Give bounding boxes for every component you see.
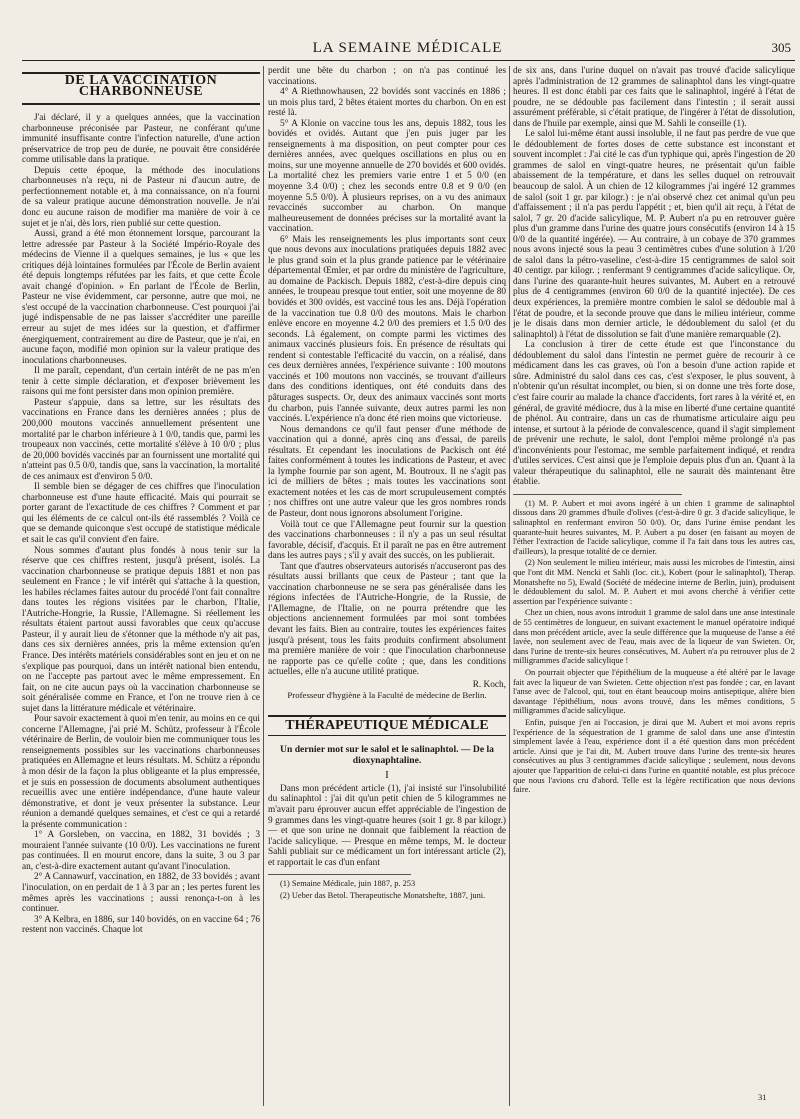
paragraph: 1° A Gorsleben, on vaccina, en 1882, 31 bovidés ; 3 mouraient l'année suivante (10 0/0). Les vaccinations ne furent pas continuées. Il en mourut encore, dans la suite, 3 ou 3 par an, c'est-à-dire exactement autant qu'avant l'inoculation. (22, 830, 260, 872)
column-divider (509, 66, 510, 1106)
page-number: 305 (771, 40, 791, 55)
paragraph: Il semble bien se dégager de ces chiffres que l'inoculation charbonneuse est d'une haute efficacité. Mais qui pourrait se porter garant de l'exactitude de ces chiffres ? Comment et par qui les éléments de ce calcul ont-ils été rassemblés ? Voilà ce que se demande quiconque s'est occupé de statistique médicale et sait le cas qu'il convient d'en faire. (22, 482, 260, 545)
paragraph: Voilà tout ce que l'Allemagne peut fournir sur la question des vaccinations charbonneuses : il n'y a pas un seul résultat favorable, décisif, d'acquis. Et il paraît ne pas en être autrement dans les autres pays ; s'il y avait des succès, on les publierait. (268, 519, 506, 562)
paragraph: 5° A Klonie on vaccine tous les ans, depuis 1882, tous les bovidés et ovidés. Autant que j'en puis juger par les renseignements à ma disposition, on peut compter pour ces dernières années, avec quelques oscillations en plus ou en moins, sur une moyenne annuelle de 270 bovidés et 600 ovidés. La mortalité chez les premiers varie entre 1 et 5 0/0 (en moyenne 3.4 0/0) ; chez les seconds entre 0.8 et 9 0/0 (en moyenne 5.5 0/0). À plusieurs reprises, on a vu des animaux revaccinés succomber au charbon. On manque malheureusement de données précises sur la mortalité avant la vaccination. (268, 118, 506, 235)
author-signature: R. Koch, (472, 679, 506, 690)
paragraph: 3° A Kelbra, en 1886, sur 140 bovidés, on en vaccine 64 ; 76 restent non vaccinés. Chaque lot (22, 914, 260, 936)
header-rule (22, 60, 795, 61)
paragraph: Nous sommes d'autant plus fondés à nous tenir sur la réserve que ces chiffres restent, jusqu'à présent, isolés. La vaccination charbonneuse se pratique depuis 1881 et non pas seulement en France ; le vif intérêt qui s'attache à la question, les habiles réclames faites autour du procédé l'ont fait connaître dans toutes les régions visitées par le charbon, l'Italie, l'Autriche-Hongrie, la Russie, l'Allemagne. Si réellement les résultats étaient partout aussi favorables que ceux qu'accuse Pasteur, il y aurait lieu de s'étonner que la méthode n'y ait pas, dans ces six dernières années, pris la même extension qu'en France. Des intérêts matériels considérables sont en jeu et on ne s'explique pas pourquoi, dans un intérêt national bien entendu, on ne l'accepte pas partout avec le même empressement. En fait, on ne cite aucun pays où la vaccination charbonneuse se soit généralisée comme en France, et l'on ne trouve rien à ce sujet dans la littérature médicale et vétérinaire. (22, 545, 260, 714)
footnote-rule (513, 494, 682, 495)
article-subtitle: Un dernier mot sur le salol et le salinaphtol. — De la dioxynaphtaline. (280, 744, 494, 767)
journal-title: LA SEMAINE MÉDICALE (312, 40, 503, 56)
paragraph: Depuis cette époque, la méthode des inoculations charbonneuses n'a reçu, ni de Pasteur ni d'aucun autre, de perfectionnement notable et, à ma connaissance, on n'a fourni de sa valeur pratique aucune démonstration nouvelle. Je n'ai donc eu aucune raison de modifier ma manière de voir à ce sujet et je n'ai, dès lors, rien publié sur cette question. (22, 165, 260, 229)
paragraph: La conclusion à tirer de cette étude est que l'inconstance du dédoublement du salol dans l'intestin ne permet guère de recourir à ce médicament dans les cas graves, où l'on a besoin d'une action rapide et sûre. Administré du salol dans ces cas, c'est s'exposer, le plus souvent, à n'obtenir qu'un résultat incomplet, ou bien, si on donne une très forte dose, c'est faire courir au malade la chance d'accidents, fort rares à la vérité et, en général, de gravité médiocre, dus à la mise en liberté d'une certaine quantité de phénol. Au contraire, dans un cas de rhumatisme articulaire aigu peu intense, et surtout à la période de convalescence, quand il s'agit simplement de prévenir une rechute, le salol, dont l'emploi même prolongé n'a pas d'inconvénients pour l'estomac, me semble parfaitement indiqué, et rendra d'utiles services. C'est ainsi que je l'emploie depuis plus d'un an. Quant à la valeur thérapeutique du salinaphtol, elle ne saurait dès maintenant être établie. (513, 340, 795, 488)
footnote: (1) M. P. Aubert et moi avons ingéré à un chien 1 gramme de salinaphtol dissous dans 20 grammes d'huile d'olives (c'est-à-dire 0 gr. 3 d'acide salicylique, le salinaphtol en renfermant environ 50 0/0). Or, dans l'urine émise pendant les quarante-huit heures suivantes, M. P. Aubert a pu doser (en faisant au moyen de l'éther l'extraction de l'acide salicylique, comme il l'a fait dans tous les autres cas, d'ailleurs), la presque totalité de ce dernier. (513, 498, 795, 556)
paragraph: 4° A Riethnowhausen, 22 bovidés sont vaccinés en 1886 ; un mois plus tard, 2 bêtes étaient mortes du charbon. On en est resté là. (268, 87, 506, 119)
page-header (20, 38, 795, 60)
section-title-therapeutique: THÉRAPEUTIQUE MÉDICALE (268, 715, 506, 737)
paragraph: J'ai déclaré, il y a quelques années, que la vaccination charbonneuse préconisée par Pasteur, ne conférant qu'une immunité insuffisante contre l'infection naturelle, d'une action préservatrice de trop peu de durée, ne pouvait être considérée comme utilisable dans la pratique. (22, 113, 260, 166)
footnote: Chez un chien, nous avons introduit 1 gramme de salol dans une anse intestinale de 55 centimètres de longueur, en suivant exactement le manuel opératoire indiqué dans mon précédent article, avec la seule différence que la muqueuse de l'anse a été lavée, non seulement avec de l'eau, mais avec de la liqueur de van Swieten. Or, dans l'urine de trente-six heures consécutives, M. Aubert n'a pu retrouver plus de 2 milligrammes d'acide salicylique ! (513, 608, 795, 666)
paragraph: 6° Mais les renseignements les plus importants sont ceux que nous devons aux inoculations pratiquées depuis 1882 avec le plus grand soin et la plus grande patience par le vétérinaire départemental Œmler, et par ordre du ministère de l'agriculture, au domaine de Packisch. Depuis 1882, c'est-à-dire depuis cinq années, le troupeau presque tout entier, soit une moyenne de 80 bovidés et 300 ovidés, est vacciné tous les ans. Déjà l'opération de la vaccination tue 0.8 0/0 des moutons. Mais le charbon enlève encore en moyenne 4.2 0/0 des premiers et 1.5 0/0 des seconds. Là également, on compte parmi les victimes des animaux vaccinés plusieurs fois. En présence de résultats qui rendent si contestable l'efficacité du vaccin, on a réalisé, dans ces deux dernières années, l'expérience suivante : 100 moutons vaccinés et 100 moutons non vaccinés, se trouvant d'ailleurs dans des conditions identiques, ont été conduits dans des pâturages suspects. Or, deux des animaux vaccinés sont morts du charbon, puis l'année suivante, deux autres parmi les non vaccinés. L'expérience n'a donc été rien moins que victorieuse. (268, 234, 506, 425)
section-numeral: I (385, 769, 389, 782)
column-divider (263, 66, 264, 1106)
paragraph: Pour savoir exactement à quoi m'en tenir, au moins en ce qui concerne l'Allemagne, j'ai prié M. Schütz, professeur à l'École vétérinaire de Berlin, de vouloir bien me communiquer tous les renseignements possibles sur les vaccinations charbonneuses pratiquées en Allemagne et leurs résultats. M. Schütz a répondu à mon désir de la façon la plus obligeante et la plus empressée, et je suis en possession de documents absolument authentiques recueillis avec une entière indépendance, d'une haute valeur démonstrative, et dont je veux présenter la substance. Leur réunion a demandé quelques semaines, et c'est ce qui a retardé la présente communication : (22, 714, 260, 830)
footnote: (2) Ueber das Betol. Therapeutische Monatshefte, 1887, juni. (280, 890, 486, 900)
footnote: (1) Semaine Médicale, juin 1887, p. 253 (280, 879, 416, 889)
paragraph: Pasteur s'appuie, dans sa lettre, sur les résultats des vaccinations en France dans les dernières années ; plus de 200,000 moutons vaccinés annuellement présentent une mortalité par le charbon inférieure à 1 0/0, tandis que, parmi les troupeaux non vaccinés, cette mortalité s'élève à 10 0/0 ; plus de 20,000 bovidés vaccinés par an fournissent une mortalité qui n'atteint pas 0.5 0/0, tandis que, sans la vaccination, la mortalité de ces animaux est d'environ 5 0/0. (22, 397, 260, 482)
paragraph: 2° A Cannawurf, vaccination, en 1882, de 33 bovidés ; avant l'inoculation, on en perdait de 1 à 3 par an ; les pertes furent les mêmes après les vaccinations ; aussi renonça-t-on à les continuer. (22, 872, 260, 915)
column-3 (513, 66, 795, 1106)
section-title-vaccination: DE LA VACCINATION CHARBONNEUSE (22, 72, 260, 105)
footnote: On pourrait objecter que l'épithélium de la muqueuse a été altéré par le lavage fait avec la liqueur de van Swieten. Cette objection n'est pas fondée ; car, en lavant l'anse avec de l'alcool, qui, tout en étant beaucoup moins antiseptique, altère bien davantage l'épithélium, nous avons trouvé, dans les mêmes conditions, 5 milligrammes d'acide salicylique. (513, 667, 795, 716)
paragraph: Tant que d'autres observateurs autorisés n'accuseront pas des résultats aussi brillants que ceux de Pasteur ; tant que la vaccination charbonneuse ne se sera pas généralisée dans les régions infectées de l'Autriche-Hongrie, de la Russie, de l'Allemagne, de l'Italie, on ne pourra prétendre que les objections anciennement formulées par moi sont tombées devant les faits. Bien au contraire, toutes les expériences faites jusqu'à présent, tous les faits produits confirment absolument ma première manière de voir : que l'inoculation charbonneuse ne rapporte pas ce qu'elle coûte ; que, dans les conditions actuelles, elle n'a aucune utilité pratique. (268, 561, 506, 678)
paragraph: Nous demandons ce qu'il faut penser d'une méthode de vaccination qui a donné, après cinq ans d'essai, de pareils résultats. Et cependant les inoculations de Packisch ont été faites conformément à toutes les indications de Pasteur, et avec la lymphe fournie par son agent, M. Boutroux. Il ne s'agit pas ici de milliers de bêtes ; mais toutes les vaccinations sont exactement notées et les cas de mort scrupuleusement comptés ; nos chiffres ont une autre valeur que les gros nombres ronds de Pasteur, dont nous ignorons absolument l'origine. (268, 424, 506, 519)
paragraph: perdit une bête du charbon ; on n'a pas continué les vaccinations. (268, 66, 506, 87)
paragraph: Dans mon précédent article (1), j'ai insisté sur l'insolubilité du salinaphtol : j'ai dit qu'un petit chien de 5 kilogrammes ne m'avait paru éprouver aucun effet appréciable de l'ingestion de 9 grammes dans les vingt-quatre heures (soit 1 gr. 8 par kilogr.) — et que son urine ne donnait que faiblement la réaction de l'acide salicylique. — Presque en même temps, M. le docteur Sahli publiait sur ce médicament un fort intéressant article (2), et rapportait le cas d'un enfant (268, 783, 506, 868)
signature-marker: 31 (758, 1092, 767, 1102)
footnote-rule (268, 874, 411, 875)
paragraph: Aussi, grand a été mon étonnement lorsque, parcourant la lettre adressée par Pasteur à la Société Império-Royale des médecins de Vienne il a quelques semaines, je lus « que les critiques déjà lointaines formulées par l'École de Berlin avaient été depuis longtemps réfutées par les faits, et que cette École avait changé d'opinion. » En parlant de l'École de Berlin, Pasteur ne vise évidemment, car personne, autre que moi, ne s'est occupé de la vaccination charbonneuse. C'est pourquoi j'ai jugé indispensable de ne pas laisser s'accréditer une pareille erreur au sujet de mes idées sur la question, et d'affirmer énergiquement, contrairement au dire de Pasteur, que je n'ai, en aucune façon, modifié mon opinion sur la valeur pratique des inoculations charbonneuses. (22, 229, 260, 366)
footnote: Enfin, puisque j'en ai l'occasion, je dirai que M. Aubert et moi avons repris l'expérience de la séquestration de 1 gramme de salol dans une anse d'intestin simplement lavée à l'eau, expérience dont il a été question dans mon précédent article. Ainsi que je l'ai dit, M. Aubert trouve dans l'urine des trente-six heures consécutives au plus 3 centigrammes d'acide salicylique ; seulement, nous devons ajouter que l'apparition de celui-ci dans l'urine en quantité notable, est plus précoce que nous l'avions cru d'abord. Telle est la légère rectification que nous devions faire. (513, 717, 795, 795)
paragraph: Le salol lui-même étant aussi insoluble, il ne faut pas perdre de vue que le dédoublement de fortes doses de cette substance est inconstant et souvent incomplet : J'ai cité le cas d'un typhique qui, après l'ingestion de 20 grammes de salol en vingt-quatre heures, ne présentait qu'un faible abaissement de la température, et dans les selles duquel on retrouvait beaucoup de salol. À un chien de 12 kilogrammes j'ai ingéré 12 grammes de salol (soit 1 gr. par kilogr.) : je n'ai observé chez cet animal qu'un peu d'affaissement ; il n'a pas perdu l'appétit ; et, bien qu'il ait reçu, à l'état de salol, 7 gr. 20 d'acide salicylique, M. P. Aubert n'a pu en retrouver guère plus d'un gramme dans l'urine des quatre jours consécutifs (environ 14 à 15 0/0 de la quantité ingérée). — Au contraire, à un cobaye de 370 grammes nous avons injecté sous la peau 3 centimètres cubes d'une solution à 1/20 de salol dans la pétro-vaseline, c'est-à-dire 15 centigrammes de salol soit 40 centigr. par kilogr. ; renfermant 9 centigrammes d'acide salicylique. Or, dans l'urine des quarante-huit heures suivantes, M. Aubert en a retrouvé plus de 4 centigrammes (environ 60 0/0 de la quantité injectée). De ces deux expériences, la première montre combien le salol se dédouble mal à l'état de poudre, et la seconde prouve que dans le milieu intérieur, comme je le disais dans mon dernier article, le dédoublement du salol (et du salinaphtol) à l'état de dissolution se fait d'une manière remarquable (2). (513, 129, 795, 340)
column-1 (22, 66, 260, 1106)
author-title: Professeur d'hygiène à la Faculté de médecine de Berlin. (287, 690, 487, 701)
footnote: (2) Non seulement le milieu intérieur, mais aussi les microbes de l'intestin, ainsi que l'ont dit MM. Nencki et Sahli (loc. cit.), Kobert (pour le salinaphtol), Therap. Monatshefte no 5), Ewald (Société de médecine interne de Berlin, juin), produisent le dédoublement du salol. M. P. Aubert et moi avons cherché à vérifier cette assertion par l'expérience suivante : (513, 558, 795, 606)
paragraph: Il me paraît, cependant, d'un certain intérêt de ne pas m'en tenir à cette simple déclaration, et d'exposer brièvement les raisons qui me font persister dans mon opinion première. (22, 366, 260, 398)
paragraph: de six ans, dans l'urine duquel on n'avait pas trouvé d'acide salicylique après l'administration de 12 grammes de salinaphtol dans les vingt-quatre heures. Il est donc établi par ces faits que le salinaphtol, ingéré à l'état de poudre, ne se dédouble pas facilement dans l'intestin ; il serait aussi assurément préférable, si c'était pratique, de l'ingérer à l'état de dissolution, dans de l'huile par exemple, ainsi que M. Sahli le conseille (1). (513, 66, 795, 129)
column-2 (268, 66, 506, 1106)
